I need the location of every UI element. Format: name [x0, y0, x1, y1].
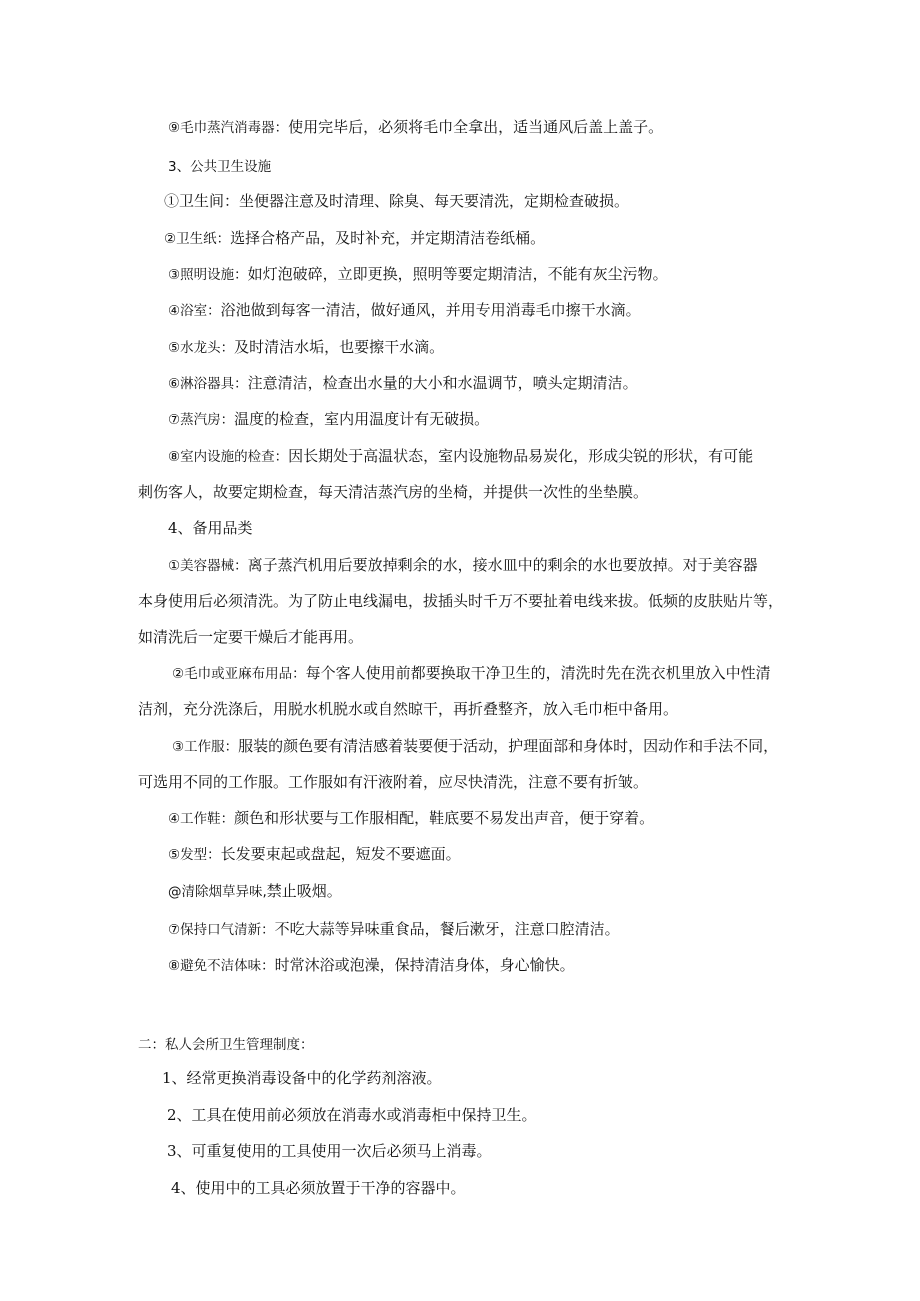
item-text: 使用完毕后，必须将毛巾全拿出，适当通风后盖上盖子。 — [288, 118, 664, 136]
item-label: ⑦蒸汽房： — [168, 412, 235, 428]
item-text: 离子蒸汽机用后要放掉剩余的水，接水皿中的剩余的水也要放掉。对于美容器 — [247, 556, 758, 574]
item-label: ⑨毛巾蒸汽消毒器： — [168, 120, 289, 136]
public-facility-item-lighting — [168, 264, 668, 285]
item-text: 颜色和形状要与工作服相配，鞋底要不易发出声音，便于穿着。 — [234, 809, 655, 827]
item-text: 温度的检查，室内用温度计有无破损。 — [234, 410, 490, 428]
supply-item-uniform — [172, 736, 778, 757]
rule-item: 4、使用中的工具必须放置于干净的容器中。 — [171, 1179, 466, 1197]
item-label: ③照明设施： — [168, 267, 248, 283]
section-heading-club-hygiene: 二：私人会所卫生管理制度： — [138, 1037, 314, 1053]
supply-item-beauty-equipment — [168, 555, 758, 576]
section-heading-supplies: 4、备用品类 — [168, 519, 253, 537]
item-text: 及时清洁水垢，也要擦干水滴。 — [234, 338, 445, 356]
public-facility-item-bathroom — [168, 300, 641, 321]
paragraph-continuation: 刺伤客人，故要定期检查，每天清洁蒸汽房的坐椅，并提供一次性的坐垫膜。 — [138, 483, 649, 501]
item-text: 长发要束起或盘起，短发不要遮面。 — [220, 845, 461, 863]
public-facility-item-shower — [168, 373, 638, 394]
paragraph-continuation: 可选用不同的工作服。工作服如有汗液附着，应尽快清洗，注意不要有折皱。 — [138, 773, 649, 791]
rule-item: 2、工具在使用前必须放在消毒水或消毒柜中保持卫生。 — [167, 1106, 537, 1124]
item-text: 不吃大蒜等异味重食品，餐后漱牙，注意口腔清洁。 — [274, 920, 620, 938]
supply-item-hairstyle — [168, 844, 461, 865]
item-text: 每个客人使用前都要换取干净卫生的，清洗时先在洗衣机里放入中性清 — [305, 664, 771, 682]
paragraph-continuation: 如清洗后一定要干燥后才能再用。 — [138, 628, 364, 646]
section-heading-public-facilities: 3、公共卫生设施 — [168, 159, 272, 175]
supply-item-towels-linen — [172, 663, 771, 684]
item-text: ①卫生间：坐便器注意及时清理、除臭、每天要清洗，定期检查破损。 — [164, 192, 630, 210]
public-facility-item-indoor-check — [168, 446, 753, 467]
item-label: ⑥淋浴器具： — [168, 376, 248, 392]
item-text: 时常沐浴或泡澡，保持清洁身体，身心愉快。 — [274, 956, 575, 974]
item-label: ②毛巾或亚麻布用品： — [172, 666, 306, 682]
item-label: ④浴室： — [168, 303, 221, 319]
public-facility-item-paper — [164, 228, 545, 249]
supply-item-fresh-breath — [168, 919, 620, 940]
item-label: ⑦保持口气清新： — [168, 922, 275, 938]
item-label: ③工作服： — [172, 739, 239, 755]
item-label: ④工作鞋： — [168, 811, 235, 827]
supply-item-body-odor — [168, 955, 575, 976]
item-text: 服装的颜色要有清洁感着装要便于活动，护理面部和身体时，因动作和手法不同， — [238, 737, 779, 755]
paragraph-continuation: 本身使用后必须清洗。为了防止电线漏电，拔插头时千万不要扯着电线来拔。低频的皮肤贴片等， — [138, 592, 784, 610]
item-label: ②卫生纸： — [164, 231, 231, 247]
item-label: ⑧避免不洁体味： — [168, 958, 275, 974]
item-text: 因长期处于高温状态，室内设施物品易炭化，形成尖锐的形状，有可能 — [288, 447, 754, 465]
rule-item: 1、经常更换消毒设备中的化学药剂溶液。 — [162, 1069, 442, 1087]
supply-item-no-smoking — [168, 881, 342, 902]
item-label: ⑤水龙头： — [168, 340, 235, 356]
public-facility-item-steam-room — [168, 409, 489, 430]
item-text: 选择合格产品，及时补充，并定期清洁卷纸桶。 — [230, 229, 546, 247]
item-text: 禁止吸烟。 — [266, 882, 342, 900]
item-text: 浴池做到每客一清洁，做好通风，并用专用消毒毛巾擦干水滴。 — [220, 301, 641, 319]
paragraph-continuation: 洁剂，充分洗涤后，用脱水机脱水或自然晾干，再折叠整齐，放入毛巾柜中备用。 — [138, 700, 679, 718]
item-label: @清除烟草异味, — [168, 884, 267, 900]
public-facility-item-faucet — [168, 337, 444, 358]
rule-item: 3、可重复使用的工具使用一次后必须马上消毒。 — [167, 1142, 492, 1160]
item-text: 注意清洁，检查出水量的大小和水温调节，喷头定期清洁。 — [247, 374, 638, 392]
item-label: ⑧室内设施的检查： — [168, 449, 289, 465]
item-label: ⑤发型： — [168, 847, 221, 863]
towel-steamer-item — [168, 117, 663, 138]
item-text: 如灯泡破碎，立即更换，照明等要定期清洁，不能有灰尘污物。 — [247, 265, 668, 283]
item-label: ①美容器械： — [168, 558, 248, 574]
public-facility-item-toilet — [164, 191, 629, 211]
supply-item-work-shoes — [168, 808, 654, 829]
